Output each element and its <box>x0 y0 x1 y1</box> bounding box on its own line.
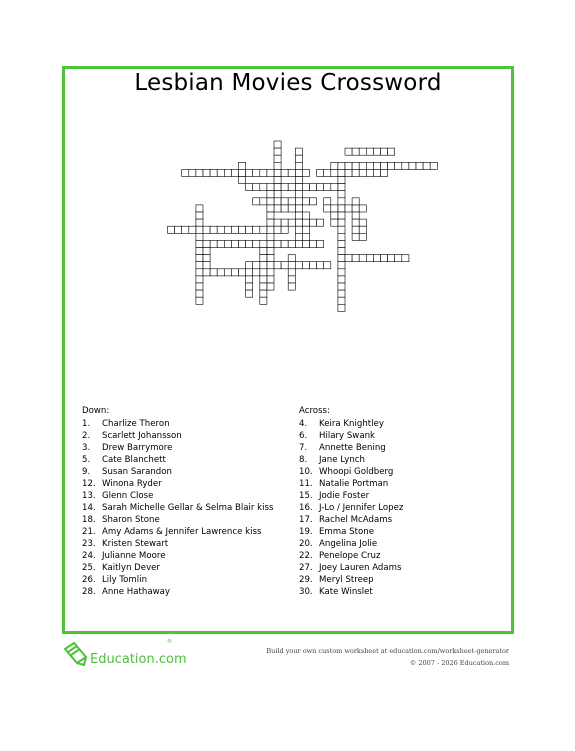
clue-number: 23. <box>82 539 96 549</box>
clue-text: Anne Hathaway <box>102 587 170 597</box>
clue-text: Amy Adams & Jennifer Lawrence kiss <box>102 527 262 537</box>
clue-text: Kristen Stewart <box>102 539 169 549</box>
clue-text: Sharon Stone <box>102 515 160 525</box>
clue-number: 13. <box>82 491 96 501</box>
across-clues <box>299 405 403 598</box>
down-clue <box>82 538 273 550</box>
clue-text: Joey Lauren Adams <box>319 563 402 573</box>
clue-number: 15. <box>299 491 313 501</box>
down-clue <box>82 514 273 526</box>
down-clues <box>82 405 273 598</box>
clue-number: 11. <box>299 479 313 489</box>
clue-text: Cate Blanchett <box>102 455 166 465</box>
across-clue <box>299 550 403 562</box>
clue-text: Kate Winslet <box>319 587 373 597</box>
clue-number: 19. <box>299 527 313 537</box>
logo-text: Education.com <box>90 652 187 667</box>
clue-number: 25. <box>82 563 96 573</box>
down-clue <box>82 430 273 442</box>
clue-number: 5. <box>82 455 91 465</box>
clue-number: 24. <box>82 551 96 561</box>
clue-number: 16. <box>299 503 313 513</box>
clue-text: Emma Stone <box>319 527 374 537</box>
footer-copyright: © 2007 - 2026 Education.com <box>409 659 509 667</box>
footer-generator-link[interactable]: Build your own custom worksheet at education.com/worksheet-generator <box>266 647 509 655</box>
clue-number: 27. <box>299 563 313 573</box>
registered-mark: ® <box>167 639 172 645</box>
clue-number: 8. <box>299 455 308 465</box>
across-clue <box>299 490 403 502</box>
across-clue <box>299 454 403 466</box>
clue-text: Winona Ryder <box>102 479 162 489</box>
clue-number: 20. <box>299 539 313 549</box>
down-clue <box>82 526 273 538</box>
clue-number: 10. <box>299 467 313 477</box>
clue-text: Rachel McAdams <box>319 515 393 525</box>
clue-number: 1. <box>82 419 91 429</box>
clue-number: 30. <box>299 587 313 597</box>
across-clue <box>299 574 403 586</box>
across-clue <box>299 430 403 442</box>
clue-text: Keira Knightley <box>319 419 384 429</box>
down-clue <box>82 586 273 598</box>
clue-text: Glenn Close <box>102 491 154 501</box>
clue-text: Angelina Jolie <box>319 539 378 549</box>
clue-text: Julianne Moore <box>102 551 166 561</box>
across-heading: Across: <box>299 406 330 416</box>
clue-number: 17. <box>299 515 313 525</box>
clue-text: Natalie Portman <box>319 479 389 489</box>
down-heading: Down: <box>82 406 110 416</box>
clue-text: Susan Sarandon <box>102 467 172 477</box>
clue-number: 26. <box>82 575 96 585</box>
clue-number: 4. <box>299 419 308 429</box>
clue-text: Lily Tomlin <box>102 575 148 585</box>
across-clue <box>299 538 403 550</box>
down-clue <box>82 454 273 466</box>
clue-number: 12. <box>82 479 96 489</box>
clue-number: 3. <box>82 443 91 453</box>
clue-number: 29. <box>299 575 313 585</box>
across-clue <box>299 562 403 574</box>
clue-text: Hilary Swank <box>319 431 376 441</box>
clue-number: 7. <box>299 443 308 453</box>
across-clue <box>299 478 403 490</box>
clue-text: Sarah Michelle Gellar & Selma Blair kiss <box>102 503 274 513</box>
clue-number: 22. <box>299 551 313 561</box>
down-clue <box>82 490 273 502</box>
clue-number: 21. <box>82 527 96 537</box>
across-clue <box>299 418 403 430</box>
down-clue <box>82 442 273 454</box>
down-clue <box>82 502 273 514</box>
clue-number: 14. <box>82 503 96 513</box>
down-clue <box>82 466 273 478</box>
clue-text: Kaitlyn Dever <box>102 563 160 573</box>
clue-text: Annette Bening <box>319 443 386 453</box>
down-clue <box>82 562 273 574</box>
across-clue <box>299 502 403 514</box>
clue-text: Charlize Theron <box>102 419 170 429</box>
across-clue <box>299 526 403 538</box>
clue-text: J-Lo / Jennifer Lopez <box>319 503 404 513</box>
across-clue <box>299 466 403 478</box>
clue-text: Drew Barrymore <box>102 443 173 453</box>
clue-text: Whoopi Goldberg <box>319 467 394 477</box>
across-clue <box>299 442 403 454</box>
clue-text: Jodie Foster <box>319 491 370 501</box>
clue-text: Meryl Streep <box>319 575 374 585</box>
clue-text: Jane Lynch <box>319 455 365 465</box>
clue-number: 18. <box>82 515 96 525</box>
clue-number: 6. <box>299 431 308 441</box>
clue-number: 28. <box>82 587 96 597</box>
clue-number: 2. <box>82 431 91 441</box>
clue-number: 9. <box>82 467 91 477</box>
down-clue <box>82 574 273 586</box>
across-clue-list <box>299 418 403 598</box>
down-clue-list <box>82 418 273 598</box>
down-clue <box>82 478 273 490</box>
down-clue <box>82 550 273 562</box>
page-title: Lesbian Movies Crossword <box>134 70 442 96</box>
down-clue <box>82 418 273 430</box>
education-pencil-logo-icon <box>62 641 88 667</box>
across-clue <box>299 586 403 598</box>
across-clue <box>299 514 403 526</box>
clue-text: Penelope Cruz <box>319 551 381 561</box>
clue-text: Scarlett Johansson <box>102 431 182 441</box>
